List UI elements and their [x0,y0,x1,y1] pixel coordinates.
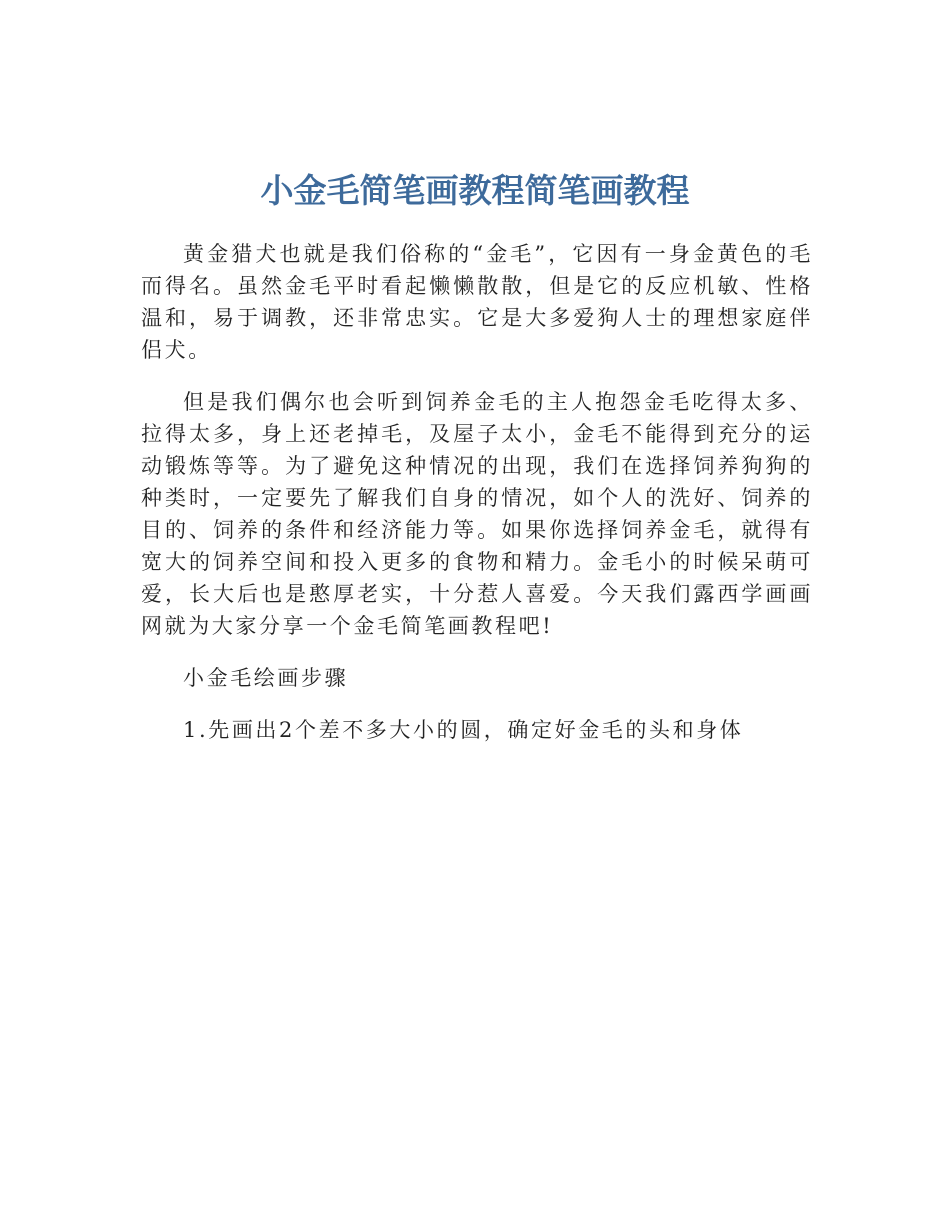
document-title: 小金毛简笔画教程简笔画教程 [260,171,690,211]
paragraph-intro: 黄金猎犬也就是我们俗称的“金毛”，它因有一身金黄色的毛而得名。虽然金毛平时看起懒懒散散，但是它的反应机敏、性格温和，易于调教，还非常忠实。它是大多爱狗人士的理想家庭伴侣犬。 [141,242,813,362]
paragraph-care: 但是我们偶尔也会听到饲养金毛的主人抱怨金毛吃得太多、拉得太多，身上还老掉毛，及屋子太小，金毛不能得到充分的运动锻炼等等。为了避免这种情况的出现，我们在选择饲养狗狗的种类时，一定要先了解我们自身的情况，如个人的洗好、饲养的目的、饲养的条件和经济能力等。如果你选择饲养金毛，就得有宽大的饲养空间和投入更多的食物和精力。金毛小的时候呆萌可爱，长大后也是憨厚老实，十分惹人喜爱。今天我们露西学画画网就为大家分享一个金毛简笔画教程吧! [141,390,813,638]
document-body [141,238,813,766]
section-heading-steps: 小金毛绘画步骤 [183,666,349,690]
step-1-text: 1.先画出2个差不多大小的圆，确定好金毛的头和身体 [183,718,744,742]
